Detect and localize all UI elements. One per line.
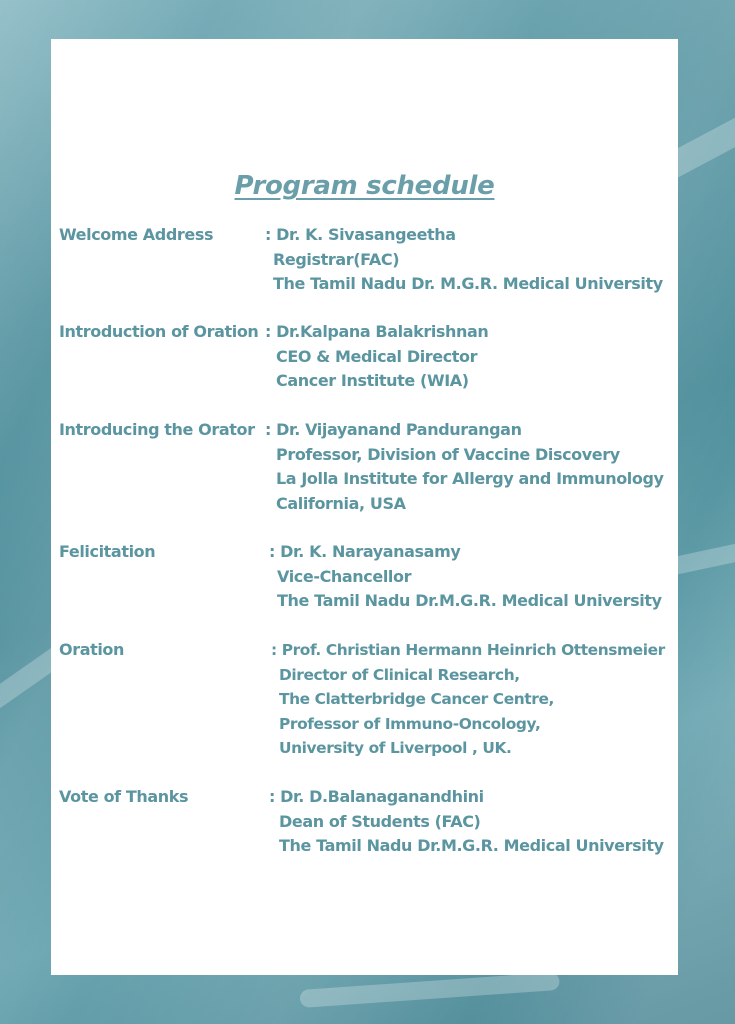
schedule-detail-line: : Dr. D.Balanaganandhini bbox=[269, 787, 484, 806]
schedule-detail-line: The Tamil Nadu Dr. M.G.R. Medical University bbox=[273, 274, 663, 293]
schedule-item-details bbox=[265, 223, 663, 297]
schedule-detail-line: California, USA bbox=[276, 493, 406, 513]
schedule-detail-line: Vice-Chancellor bbox=[277, 566, 412, 586]
schedule-detail-line: Dean of Students (FAC) bbox=[279, 811, 481, 831]
schedule-detail-line: The Tamil Nadu Dr.M.G.R. Medical University bbox=[277, 591, 662, 610]
schedule-detail-line: Registrar(FAC) bbox=[273, 249, 400, 269]
schedule-detail-line: : Dr.Kalpana Balakrishnan bbox=[265, 322, 489, 341]
schedule-detail-line: : Dr. K. Sivasangeetha bbox=[265, 225, 456, 244]
schedule-detail-line: La Jolla Institute for Allergy and Immunology bbox=[276, 469, 664, 488]
schedule-item-details bbox=[265, 418, 664, 516]
schedule-detail-line: The Clatterbridge Cancer Centre, bbox=[279, 690, 554, 708]
schedule-card bbox=[51, 39, 678, 975]
schedule-item-label: Felicitation bbox=[59, 542, 156, 561]
schedule-detail-line: : Prof. Christian Hermann Heinrich Ottensmeier bbox=[271, 641, 665, 659]
background-brush-stroke bbox=[299, 972, 560, 1008]
schedule-detail-line: Cancer Institute (WIA) bbox=[276, 371, 469, 390]
schedule-detail-line: : Dr. Vijayanand Pandurangan bbox=[265, 420, 522, 439]
schedule-detail-line: The Tamil Nadu Dr.M.G.R. Medical University bbox=[279, 836, 664, 855]
schedule-detail-line: University of Liverpool , UK. bbox=[279, 739, 512, 757]
schedule-item-label: Introduction of Oration bbox=[59, 322, 259, 341]
schedule-item-label: Welcome Address bbox=[59, 225, 214, 244]
schedule-item-details bbox=[269, 540, 662, 614]
schedule-detail-line: CEO & Medical Director bbox=[276, 346, 478, 366]
schedule-item-details bbox=[265, 320, 488, 394]
schedule-item-details bbox=[271, 638, 665, 761]
schedule-detail-line: Professor, Division of Vaccine Discovery bbox=[276, 444, 620, 464]
schedule-detail-line: Director of Clinical Research, bbox=[279, 665, 520, 684]
schedule-detail-line: : Dr. K. Narayanasamy bbox=[269, 542, 461, 561]
schedule-detail-line: Professor of Immuno-Oncology, bbox=[279, 714, 541, 733]
schedule-item-label: Introducing the Orator bbox=[59, 420, 255, 439]
schedule-item-details bbox=[269, 785, 664, 859]
schedule-item-label: Oration bbox=[59, 640, 125, 659]
schedule-item-label: Vote of Thanks bbox=[59, 787, 189, 806]
page-title: Program schedule bbox=[234, 171, 495, 201]
